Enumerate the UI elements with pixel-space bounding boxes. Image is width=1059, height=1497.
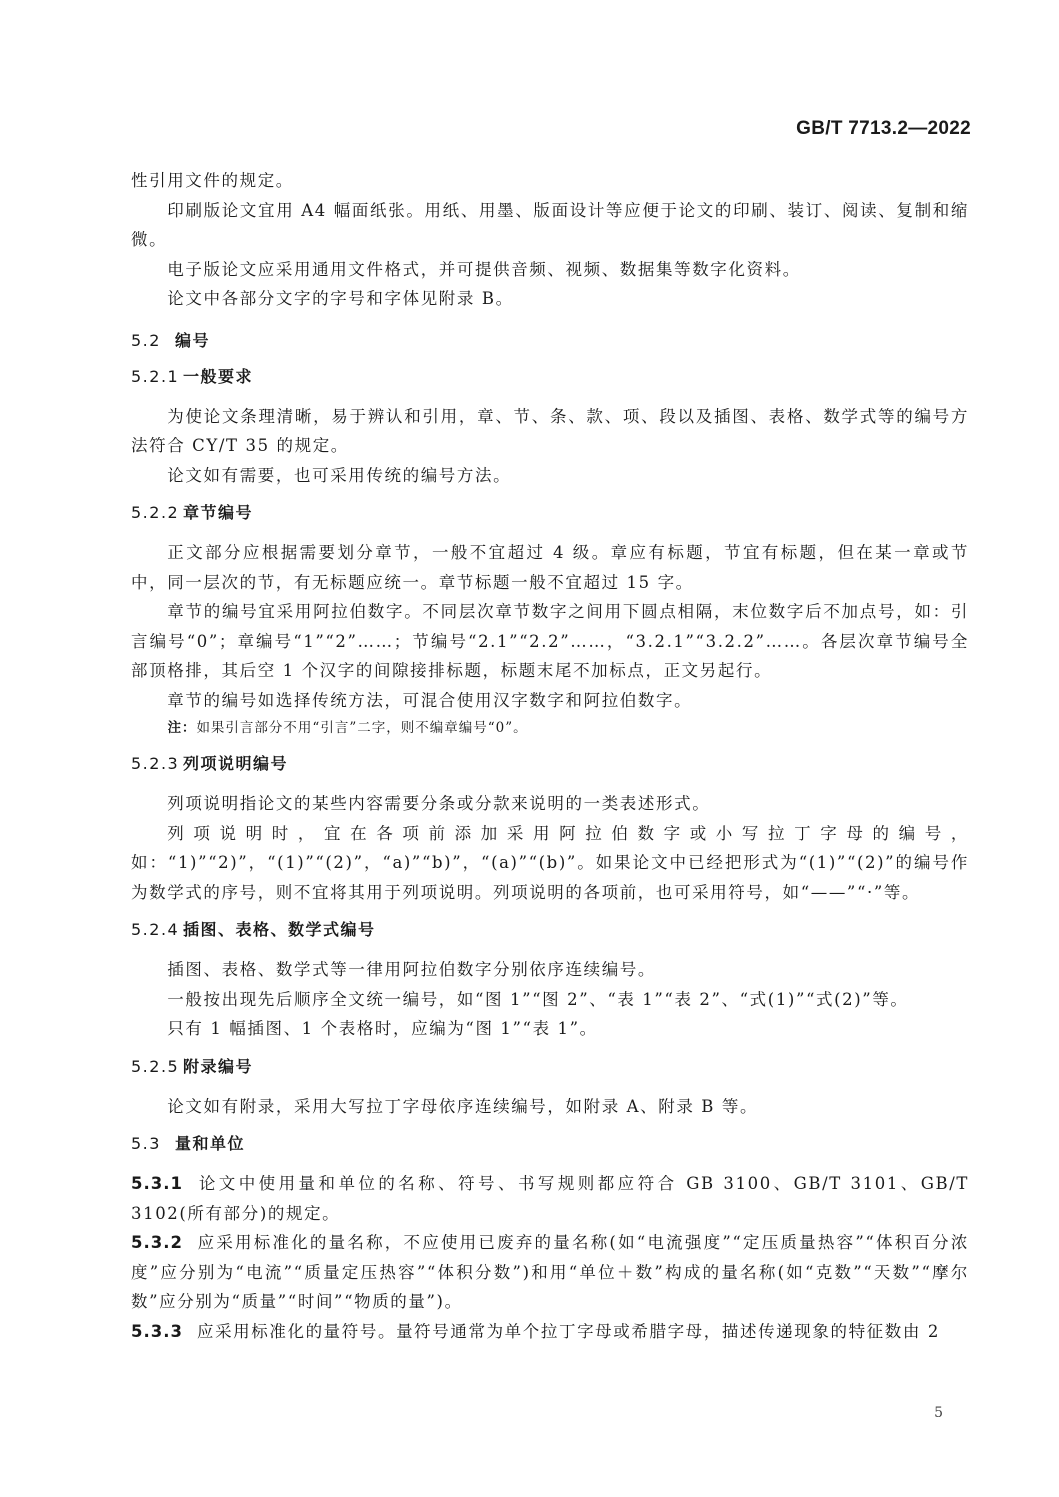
page-number: 5 (934, 1405, 943, 1421)
clause-number: 5.3.1 (131, 1174, 183, 1193)
standard-number: GB/T 7713.2—2022 (796, 118, 971, 139)
section-number: 5.2.2 (131, 503, 180, 522)
section-heading-5-2-2 (131, 502, 969, 524)
paragraph: 列项说明指论文的某些内容需要分条或分款来说明的一类表述形式。 (167, 794, 711, 813)
paragraph: 性引用文件的规定。 (131, 171, 294, 190)
section-number: 5.2.5 (131, 1056, 180, 1076)
note (131, 715, 969, 741)
section-title: 编号 (175, 330, 211, 350)
paragraph: 为使论文条理清晰，易于辨认和引用，章、节、条、款、项、段以及插图、表格、数学式等的编号方法符合 CY/T 35 的规定。 (131, 406, 969, 455)
section-heading-5-3 (131, 1133, 969, 1155)
page-content (131, 166, 969, 1346)
clause-number: 5.3.3 (131, 1321, 183, 1341)
section-heading-5-2-3 (131, 753, 969, 775)
clause-5-3-2 (131, 1228, 969, 1317)
section-heading-5-2-4 (131, 919, 969, 941)
section-title: 附录编号 (183, 1056, 254, 1076)
paragraph: 章节的编号宜采用阿拉伯数字。不同层次章节数字之间用下圆点相隔，末位数字后不加点号，如：引言编号“0”；章编号“1”“2”……；节编号“2.1”“2.2”……，“3.2.1”“3.2.2”……。各层次章节编号全部顶格排，其后空 1 个汉字的间隙接排标题，标题末尾不加标点，正文另起行。 (131, 602, 969, 680)
section-title: 章节编号 (183, 503, 254, 522)
paragraph: 列项说明时，宜在各项前添加采用阿拉伯数字或小写拉丁字母的编号，如：“1)”“2)”，“(1)”“(2)”，“a)”“b)”，“(a)”“(b)”。如果论文中已经把形式为“(1)”“(2)”的编号作为数学式的序号，则不宜将其用于列项说明。列项说明的各项前，也可采用符号，如“——”“·”等。 (131, 823, 969, 902)
section-heading-5-2 (131, 330, 969, 352)
paragraph: 印刷版论文宜用 A4 幅面纸张。用纸、用墨、版面设计等应便于论文的印刷、装订、阅读、复制和缩微。 (131, 200, 969, 249)
clause-text: 应采用标准化的量名称，不应使用已废弃的量名称(如“电流强度”“定压质量热容”“体积百分浓度”应分别为“电流”“质量定压热容”“体积分数”)和用“单位＋数”构成的量名称(如“克数”“天数”“摩尔数”应分别为“质量”“时间”“物质的量”)。 (131, 1233, 969, 1311)
paragraph: 章节的编号如选择传统方法，可混合使用汉字数字和阿拉伯数字。 (167, 690, 693, 710)
section-number: 5.3 (131, 1134, 161, 1153)
paragraph: 论文如有附录，采用大写拉丁字母依序连续编号，如附录 A、附录 B 等。 (167, 1096, 759, 1116)
paragraph: 只有 1 幅插图、1 个表格时，应编为“图 1”“表 1”。 (167, 1019, 598, 1038)
clause-text: 应采用标准化的量符号。量符号通常为单个拉丁字母或希腊字母，描述传递现象的特征数由 2 (196, 1321, 940, 1341)
section-number: 5.2.1 (131, 366, 180, 386)
note-label: 注： (167, 720, 197, 736)
note-text: 如果引言部分不用“引言”二字，则不编章编号“0”。 (196, 720, 528, 736)
paragraph: 插图、表格、数学式等一律用阿拉伯数字分别依序连续编号。 (167, 960, 656, 979)
section-number: 5.2 (131, 330, 161, 350)
paragraph: 电子版论文应采用通用文件格式，并可提供音频、视频、数据集等数字化资料。 (167, 259, 801, 279)
section-heading-5-2-1 (131, 366, 969, 388)
paragraph: 论文中各部分文字的字号和字体见附录 B。 (167, 289, 514, 308)
clause-5-3-1 (131, 1169, 969, 1228)
section-number: 5.2.4 (131, 920, 180, 939)
section-title: 一般要求 (183, 366, 254, 386)
section-number: 5.2.3 (131, 754, 180, 773)
paragraph: 一般按出现先后顺序全文统一编号，如“图 1”“图 2”、“表 1”“表 2”、“式(1)”“式(2)”等。 (167, 989, 909, 1009)
clause-text: 论文中使用量和单位的名称、符号、书写规则都应符合 GB 3100、GB/T 3101、GB/T 3102(所有部分)的规定。 (131, 1174, 969, 1223)
clause-number: 5.3.2 (131, 1233, 183, 1252)
section-title: 量和单位 (175, 1134, 246, 1153)
clause-5-3-3 (131, 1317, 969, 1347)
section-title: 插图、表格、数学式编号 (183, 920, 376, 939)
section-heading-5-2-5 (131, 1056, 969, 1078)
paragraph: 论文如有需要，也可采用传统的编号方法。 (167, 465, 512, 485)
paragraph: 正文部分应根据需要划分章节，一般不宜超过 4 级。章应有标题，节宜有标题，但在某一章或节中，同一层次的节，有无标题应统一。章节标题一般不宜超过 15 字。 (131, 543, 969, 592)
section-title: 列项说明编号 (183, 754, 289, 773)
